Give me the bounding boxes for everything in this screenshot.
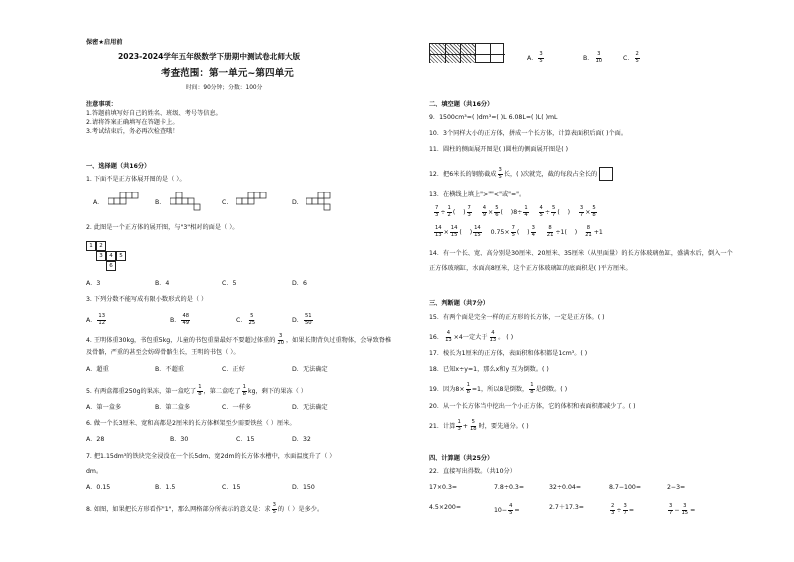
- calc-row2-5: $\frac{3}{7}$ − $\frac{3}{15}$ =: [669, 503, 696, 516]
- q20: 20．从一个长方体当中挖出一个小正方体，它的体积和表面积都减少了。( ): [429, 403, 636, 410]
- q13-row1: $\frac{7}{3}$ ÷ $\frac{1}{2}$ ( ) $\frac{7}{3}$ $\frac{4}{9}$ × $\frac{5}{6}$ ( )8÷ $\frac{1}{4}$ $\frac{4}{5}$ ÷ $\frac{5}{7}$ ( ) $\frac{3}{7}$ × $\frac{5}{8}$: [435, 205, 596, 218]
- q10: 10．3个同样大小的正方体，拼成一个长方体，计算表面积后面( )个面。: [429, 130, 628, 137]
- calc-row1-2: 7.8÷0.3=: [494, 484, 525, 491]
- exam-title: 2023-2024学年五年级数学下册期中测试卷北师大版: [118, 52, 301, 61]
- section3-title: 三、判断题（共7分）: [429, 300, 489, 307]
- note-1: 1.答题前填写好自己的姓名、班级、考号等信息。: [86, 110, 222, 117]
- q7-option-b: B．1.5: [155, 484, 176, 491]
- calc-row2-3: 2.7＋17.3=: [549, 504, 584, 511]
- q11: 11．圆柱的侧面展开图是( )圆柱的侧面展开图是( ): [429, 146, 569, 153]
- q5-stem: 5. 有两盒都重250g的果冻，第一盒吃了 $\frac{1}{8}$ ，第二盒吃了 $\frac{1}{8}$ kg，剩下的果冻（ ）: [86, 384, 307, 397]
- q1-option-d-label: D.: [292, 199, 299, 206]
- q7-line1: 7. 把1.15dm³的铁块完全浸没在一个长5dm、宽2dm的长方体水槽中，水面温度升了（ ）: [86, 453, 336, 460]
- q1-option-c-label: C.: [222, 199, 229, 206]
- q4-option-c: C．正好: [222, 366, 245, 373]
- q8-hatched-area-bottom: [430, 54, 475, 63]
- q8-option-b: B． $\frac{3}{10}$: [583, 51, 603, 64]
- q13-row2: $\frac{14}{13}$ × $\frac{14}{15}$ ( ) $\frac{14}{15}$ 0.75× $\frac{7}{5}$ ( ) $\frac{3}{4}$ $\frac{8}{21}$ ÷1( ) $\frac{8}{21}$ +1: [435, 225, 603, 238]
- q3-option-c: C． $\frac{5}{25}$: [236, 313, 256, 326]
- q3-option-b: B． $\frac{48}{49}$: [170, 313, 190, 326]
- q18: 18．已知x÷y=1，那么x和y 互为倒数。( ): [429, 366, 549, 373]
- q13-stem: 13．在横线上填上">""<"或"="。: [429, 191, 526, 198]
- note-3: 3.考试结束后，务必再次检查哦！: [86, 128, 179, 135]
- q5-option-b: B．第二盒多: [155, 404, 191, 411]
- q12-answer-box[interactable]: [599, 167, 613, 181]
- q12: 12．把6米长的钢筋截成 $\frac{3}{5}$ 长，( )次就完，截的每段占全长的: [429, 167, 613, 181]
- q2-option-c: C．5: [222, 280, 237, 287]
- q5-option-a: A．第一盒多: [86, 404, 122, 411]
- q17: 17．棱长为1厘米的正方体，表面积和体积都是1cm³。( ): [429, 350, 588, 357]
- q22-stem: 22．直接写出得数。（共10分）: [429, 468, 516, 475]
- q8-grid-v2: [460, 44, 461, 63]
- q4-option-b: B．不超重: [155, 366, 184, 373]
- calc-row1-1: 17×0.3=: [429, 484, 458, 491]
- q21: 21．计算 $\frac{1}{3}$ + $\frac{5}{18}$ 时，要先通分。( ): [429, 419, 529, 432]
- q1-net-d: [306, 192, 342, 212]
- q3-option-a: A． $\frac{13}{12}$: [86, 313, 106, 326]
- q8-grid-v4: [490, 44, 491, 63]
- q2-option-a: A．3: [86, 280, 101, 287]
- q1-option-a-label: A.: [93, 199, 100, 206]
- q14-line2: 正方体玻璃缸，水面高8厘米，这个正方体玻璃缸的底面积是( )平方厘米。: [429, 265, 632, 272]
- notes-heading: 注意事项：: [86, 101, 117, 108]
- q2-cell-6: 6: [106, 261, 116, 271]
- q6-option-a: A．28: [86, 436, 105, 443]
- q4-option-d: D．无法确定: [292, 366, 328, 373]
- q6-stem: 6. 做一个长3厘米、宽和高都是2厘米的长方体框架至少需要铁丝（ ）厘米。: [86, 420, 296, 427]
- q4-line1: 4. 王明体重30kg，书包重5kg，儿童的书包重量最好不要超过体重的 $\frac{3}{20}$ ，如果长期背负过重物体，会导致脊椎: [86, 333, 392, 346]
- q1-net-c: [236, 192, 272, 212]
- section1-title: 一、选择题（共16分）: [86, 163, 151, 170]
- q9: 9．1500cm³=( )dm³=( )L 6.08L=( )L( )mL: [429, 114, 558, 121]
- right-column: [397, 0, 794, 562]
- calc-row2-2: 10− $\frac{4}{5}$ =: [494, 503, 520, 516]
- q1-option-b-label: B.: [155, 199, 162, 206]
- q7-line2: dm。: [86, 468, 103, 475]
- calc-row2-4: $\frac{2}{3}$ ÷ $\frac{3}{7}$ =: [611, 503, 634, 516]
- q2-option-d: D．6: [292, 280, 307, 287]
- q14-line1: 14．有一个长、宽、高分别是30厘米、20厘米、35厘米（从里面量）的长方体玻璃鱼缸，盛满水后，倒入一个: [429, 250, 733, 257]
- calc-row1-5: 2−3=: [667, 484, 686, 491]
- q16: 16． $\frac{4}{13}$ ×4一定大于 $\frac{4}{13}$ 。 ( ): [429, 330, 514, 343]
- q1-net-b: [170, 192, 206, 212]
- q4-option-a: A．超重: [86, 366, 109, 373]
- q7-option-a: A．0.15: [86, 484, 111, 491]
- q2-stem: 2. 此图是一个正方体的展开图，与"3"相对的面是（ ）。: [86, 224, 239, 231]
- q2-cell-3: 3: [96, 251, 106, 261]
- section4-title: 四、计算题（共25分）: [429, 455, 494, 462]
- q2-cell-4: 4: [106, 251, 116, 261]
- q15: 15．有两个面是完全一样的正方形的长方体，一定是正方体。( ): [429, 314, 605, 321]
- q6-option-b: B．30: [170, 436, 189, 443]
- q8-grid-v3: [475, 44, 476, 63]
- q8-hatched-area-top: [430, 44, 475, 54]
- q1-stem: 1. 下面不是正方体展开图的是（ ）。: [86, 176, 186, 183]
- q6-option-c: C．15: [236, 436, 255, 443]
- q8-grid-midline: [430, 54, 505, 55]
- exam-scope: 考查范围：第一单元~第四单元: [161, 68, 294, 79]
- exam-time: 时间：90分钟；分数：100分: [186, 85, 263, 91]
- q7-option-c: C．15: [222, 484, 241, 491]
- calc-row1-3: 32÷0.04=: [549, 484, 582, 491]
- q8-grid-figure: [429, 43, 504, 63]
- q2-cell-2: 2: [96, 241, 106, 251]
- q6-option-d: D．32: [292, 436, 311, 443]
- q8-option-c: C． $\frac{2}{5}$: [623, 51, 639, 64]
- q4-line2: 及骨骼，严重的甚至会妨碍骨骼生长，王明的书包（ ）。: [86, 349, 240, 356]
- q3-stem: 3. 下列分数不能写成有限小数形式的是（ ）: [86, 296, 208, 303]
- q8-grid-v1: [445, 44, 446, 63]
- calc-row2-1: 4.5×200=: [429, 504, 462, 511]
- q7-option-d: D．150: [292, 484, 315, 491]
- q2-cell-5: 5: [116, 251, 126, 261]
- secret-label: 保密★启用前: [86, 39, 123, 46]
- q5-option-d: D．无法确定: [292, 404, 328, 411]
- q5-option-c: C．一样多: [222, 404, 252, 411]
- q8-option-a: A． $\frac{3}{5}$: [527, 51, 543, 64]
- note-2: 2.请将答案正确填写在答题卡上。: [86, 119, 179, 126]
- calc-row1-4: 8.7−100=: [609, 484, 642, 491]
- q2-cell-1: 1: [86, 241, 96, 251]
- q2-option-b: B．4: [155, 280, 170, 287]
- q19: 19．因为8× $\frac{1}{8}$ =1，所以8是倒数， $\frac{1}{8}$ 是倒数。( ): [429, 382, 568, 395]
- q1-net-a: [108, 192, 144, 212]
- q8-stem: 8. 如图，如果把长方形看作"1"，那么网格部分所表示的意义是：求 $\frac{3}{5}$ 的（ ）是多少。: [86, 502, 324, 515]
- section2-title: 二、填空题（共16分）: [429, 101, 494, 108]
- q3-option-d: D． $\frac{51}{50}$: [292, 313, 312, 326]
